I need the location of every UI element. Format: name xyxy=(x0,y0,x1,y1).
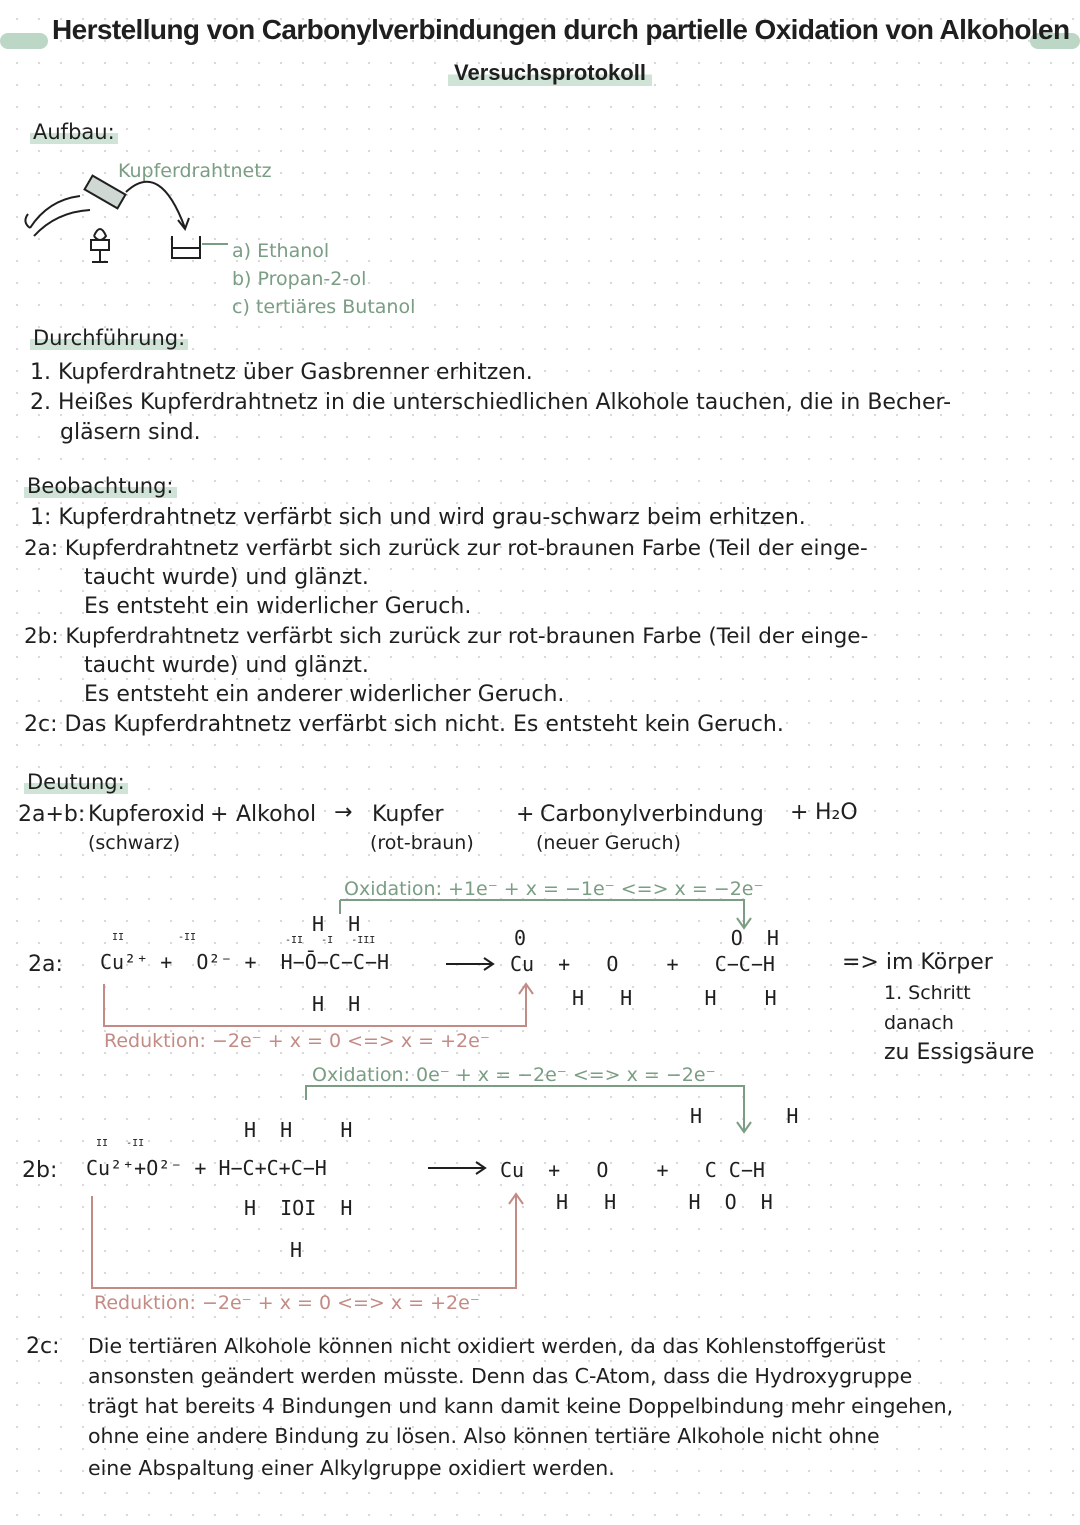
eq-label-2b: 2b: xyxy=(22,1158,58,1183)
c2-line: trägt hat bereits 4 Bindungen und kann damit keine Doppelbindung mehr eingehen, xyxy=(88,1394,954,1418)
structure-h: H H H xyxy=(244,1118,353,1142)
c2-line: Die tertiären Alkohole können nicht oxidiert werden, da das Kohlenstoffgerüst xyxy=(88,1334,886,1358)
section-heading-beobachtung: Beobachtung: xyxy=(24,474,177,498)
equation-2b-right: Cu + O + C C−H xyxy=(500,1158,765,1182)
structure-h: H H H H xyxy=(572,986,777,1010)
c2-label: 2c: xyxy=(26,1334,60,1359)
oxnum: II -II xyxy=(96,1138,145,1149)
word-eq-term4-note: (neuer Geruch) xyxy=(536,832,681,854)
structure-h: H H xyxy=(690,1104,799,1128)
beaker-label-b: b) Propan-2-ol xyxy=(232,268,367,290)
note-line: danach xyxy=(884,1012,954,1034)
c2-line: ohne eine andere Bindung zu lösen. Also können tertiäre Alkohole nicht ohne xyxy=(88,1424,880,1448)
observation-line: taucht wurde) und glänzt. xyxy=(84,653,369,678)
equation-2b-left: Cu²⁺+O²⁻ + H−C+C+C−H xyxy=(86,1156,327,1180)
word-eq-term3: Kupfer xyxy=(372,802,444,827)
c2-line: eine Abspaltung einer Alkylgruppe oxidiert werden. xyxy=(88,1456,615,1480)
equation-2a-left: Cu²⁺ + O²⁻ + H−Ō−C−C−H xyxy=(100,950,389,974)
structure-h: H H H O H xyxy=(556,1190,773,1214)
word-eq-arrow: → xyxy=(334,800,353,825)
reduction-label-2a: Reduktion: −2e⁻ + x = 0 <=> x = +2e⁻ xyxy=(104,1030,490,1052)
observation-line: Es entsteht ein widerlicher Geruch. xyxy=(84,594,472,619)
oxidation-label-2a: Oxidation: +1e⁻ + x = −1e⁻ <=> x = −2e⁻ xyxy=(344,878,764,900)
section-heading-aufbau: Aufbau: xyxy=(30,120,118,144)
word-eq-plus3: + xyxy=(790,800,809,825)
section-heading-durchfuehrung: Durchführung: xyxy=(30,326,188,350)
equation-2a-right: Cu + O + C−C−H xyxy=(510,952,775,976)
step-2: 2. Heißes Kupferdrahtnetz in die unterschiedlichen Alkohole tauchen, die in Becher- xyxy=(30,390,952,415)
word-eq-term1-note: (schwarz) xyxy=(88,832,181,854)
word-eq-term3-note: (rot-braun) xyxy=(370,832,474,854)
page-title: Herstellung von Carbonylverbindungen durch partielle Oxidation von Alkoholen xyxy=(52,14,1070,45)
oxidation-label-2b: Oxidation: 0e⁻ + x = −2e⁻ <=> x = −2e⁻ xyxy=(312,1064,716,1086)
eq-label-2a: 2a: xyxy=(28,952,63,977)
beaker-label-a: a) Ethanol xyxy=(232,240,330,262)
observation-line: taucht wurde) und glänzt. xyxy=(84,565,369,590)
beaker-label-c: c) tertiäres Butanol xyxy=(232,296,416,318)
page-subtitle: Versuchsprotokoll xyxy=(448,60,652,86)
structure-h: H IOI H xyxy=(244,1196,353,1220)
word-eq-term4: Carbonylverbindung xyxy=(540,802,764,827)
word-eq-term2: Alkohol xyxy=(236,802,317,827)
note-line: => im Körper xyxy=(842,950,993,975)
observation-line: 2c: Das Kupferdrahtnetz verfärbt sich nicht. Es entsteht kein Geruch. xyxy=(24,712,784,737)
word-eq-term5: H₂O xyxy=(815,800,858,825)
oxnum: II xyxy=(112,932,125,943)
structure-o: 0 O H xyxy=(514,926,779,950)
word-eq-plus1: + xyxy=(210,802,229,827)
c2-line: ansonsten geändert werden müsste. Denn das C-Atom, dass die Hydroxygruppe xyxy=(88,1364,913,1388)
word-eq-label: 2a+b: xyxy=(18,802,86,827)
structure-h: H H xyxy=(312,912,361,936)
step-1: 1. Kupferdrahtnetz über Gasbrenner erhitzen. xyxy=(30,360,533,385)
observation-line: 1: Kupferdrahtnetz verfärbt sich und wird grau-schwarz beim erhitzen. xyxy=(30,505,806,530)
section-heading-deutung: Deutung: xyxy=(24,770,128,794)
step-2-cont: gläsern sind. xyxy=(60,420,201,445)
word-eq-term1: Kupferoxid xyxy=(88,802,205,827)
observation-line: 2b: Kupferdrahtnetz verfärbt sich zurück zur rot-braunen Farbe (Teil der einge- xyxy=(24,624,869,649)
note-line: 1. Schritt xyxy=(884,982,971,1004)
net-label: Kupferdrahtnetz xyxy=(118,160,272,182)
reduction-label-2b: Reduktion: −2e⁻ + x = 0 <=> x = +2e⁻ xyxy=(94,1292,480,1314)
structure-h: H xyxy=(290,1238,303,1262)
structure-h: H H xyxy=(312,992,361,1016)
word-eq-plus2: + xyxy=(516,802,535,827)
observation-line: Es entsteht ein anderer widerlicher Geruch. xyxy=(84,682,565,707)
oxnum: -II xyxy=(178,932,197,943)
note-line: zu Essigsäure xyxy=(884,1040,1035,1065)
oxnum: -II -I -III xyxy=(285,935,376,946)
observation-line: 2a: Kupferdrahtnetz verfärbt sich zurück zur rot-braunen Farbe (Teil der einge- xyxy=(24,536,868,561)
